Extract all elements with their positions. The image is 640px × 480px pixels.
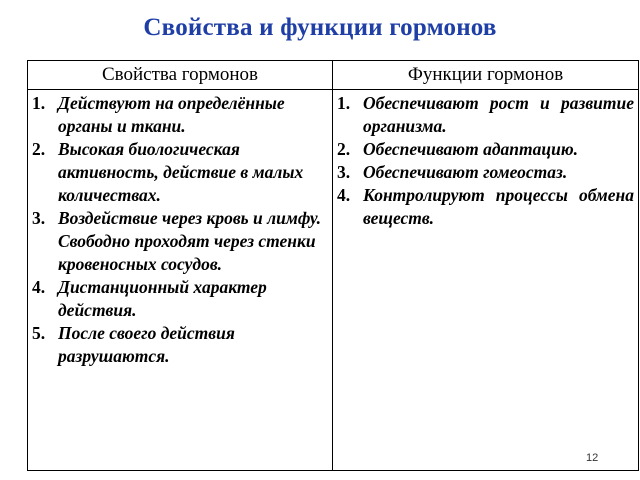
item-number: 5. xyxy=(32,323,46,343)
properties-cell xyxy=(28,90,333,471)
column-header-properties: Свойства гормонов xyxy=(28,61,333,90)
list-item xyxy=(28,92,328,138)
item-number: 3. xyxy=(32,208,46,228)
hormone-properties-table xyxy=(27,60,639,471)
item-number: 1. xyxy=(337,93,351,113)
item-text: Высокая биологическая активность, действие в малых количествах. xyxy=(58,139,304,205)
item-number: 2. xyxy=(337,139,351,159)
slide-title: Свойства и функции гормонов xyxy=(143,14,497,41)
column-header-functions: Функции гормонов xyxy=(333,61,639,90)
item-text: Обеспечивают гомеостаз. xyxy=(363,162,568,182)
list-item xyxy=(333,161,634,184)
list-item xyxy=(28,138,328,207)
functions-cell xyxy=(333,90,639,471)
item-text: Действуют на определённые органы и ткани. xyxy=(58,93,285,136)
item-text: После своего действия разрушаются. xyxy=(58,323,235,366)
functions-list xyxy=(333,92,634,230)
item-text: Дистанционный характер действия. xyxy=(58,277,267,320)
list-item xyxy=(28,207,328,276)
list-item xyxy=(28,276,328,322)
item-number: 2. xyxy=(32,139,46,159)
item-number: 1. xyxy=(32,93,46,113)
table-header-row xyxy=(28,61,639,90)
item-number: 3. xyxy=(337,162,351,182)
table-row xyxy=(28,90,639,471)
item-number: 4. xyxy=(337,185,351,205)
list-item xyxy=(28,322,328,368)
item-text: Обеспечивают рост и развитие организма. xyxy=(363,93,634,136)
item-number: 4. xyxy=(32,277,46,297)
item-text: Обеспечивают адаптацию. xyxy=(363,139,578,159)
page-number: 12 xyxy=(586,452,599,464)
list-item xyxy=(333,92,634,138)
item-text: Воздействие через кровь и лимфу. Свободно проходят через стенки кровеносных сосудов. xyxy=(58,208,321,274)
item-text: Контролируют процессы обмена веществ. xyxy=(363,185,634,228)
list-item xyxy=(333,184,634,230)
properties-list xyxy=(28,92,328,368)
list-item xyxy=(333,138,634,161)
